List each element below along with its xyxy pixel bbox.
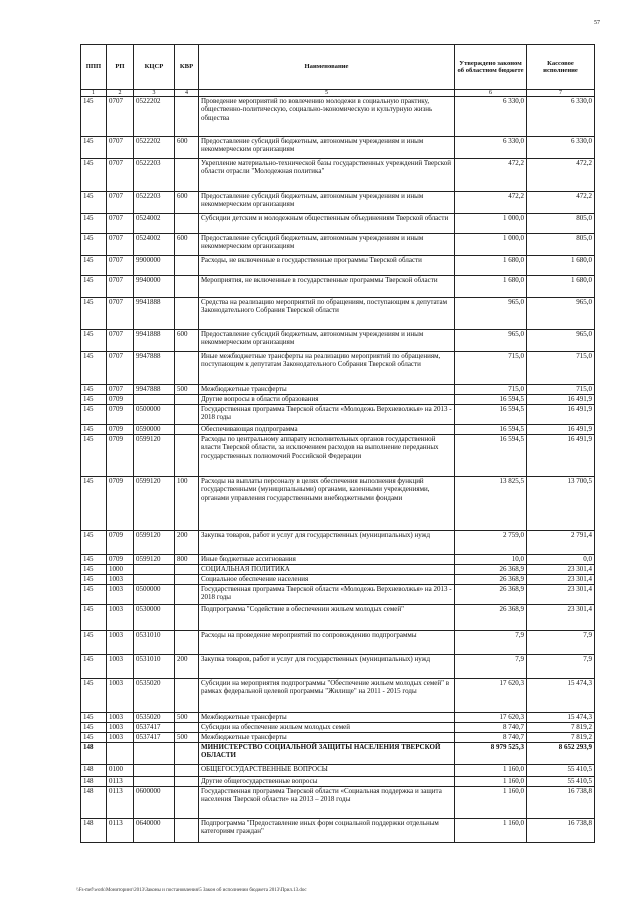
cell-kvr [175,743,199,765]
table-row [81,765,595,777]
cell-ppp: 145 [81,631,107,655]
cell-name: Государственная программа Тверской области «Социальная поддержка и защита населения Тверской области» на 2013 – 2018 годы [199,787,455,819]
cell-kcsr: 0599120 [134,555,175,565]
cell-cash-execution: 16 491,9 [527,395,595,405]
cell-cash-execution: 8 652 293,9 [527,743,595,765]
cell-cash-execution: 6 330,0 [527,137,595,159]
cell-ppp: 145 [81,256,107,276]
cell-rp: 0707 [107,276,134,298]
budget-execution-table [80,44,595,843]
cell-approved: 17 620,3 [455,713,527,723]
cell-name: Другие общегосударственные вопросы [199,777,455,787]
cell-rp [107,743,134,765]
cell-kcsr: 0531010 [134,655,175,679]
cell-ppp: 145 [81,435,107,477]
cell-approved: 1 000,0 [455,214,527,234]
table-row [81,159,595,192]
table-row [81,137,595,159]
cell-approved: 26 368,9 [455,575,527,585]
cell-cash-execution: 7,9 [527,655,595,679]
cell-approved: 16 594,5 [455,435,527,477]
cell-kcsr: 0522202 [134,97,175,137]
cell-cash-execution: 15 474,3 [527,713,595,723]
cell-rp: 1003 [107,585,134,605]
cell-approved: 6 330,0 [455,97,527,137]
table-row [81,723,595,733]
cell-kcsr: 9900000 [134,256,175,276]
cell-name: Расходы на проведение мероприятий по сопровождению подпрограммы [199,631,455,655]
cell-approved: 6 330,0 [455,137,527,159]
cell-ppp: 148 [81,819,107,843]
cell-rp: 0709 [107,395,134,405]
cell-approved: 13 825,5 [455,477,527,531]
cell-name: Межбюджетные трансферты [199,733,455,743]
cell-kcsr [134,565,175,575]
cell-rp: 0709 [107,435,134,477]
cell-kvr [175,565,199,575]
cell-ppp: 145 [81,733,107,743]
header-ppp: ППП [81,45,107,90]
cell-kvr: 600 [175,192,199,214]
cell-name: Предоставление субсидий бюджетным, автономным учреждениям и иным некоммерческим организациям [199,137,455,159]
cell-rp: 0707 [107,385,134,395]
cell-rp: 0707 [107,298,134,330]
cell-kvr [175,787,199,819]
table-row [81,555,595,565]
header-kcsr: КЦСР [134,45,175,90]
cell-cash-execution: 805,0 [527,214,595,234]
cell-rp: 0707 [107,214,134,234]
cell-ppp: 145 [81,298,107,330]
cell-name: Субсидии детским и молодежным общественным объединениям Тверской области [199,214,455,234]
cell-approved: 472,2 [455,192,527,214]
cell-rp: 0709 [107,405,134,425]
cell-kvr [175,585,199,605]
cell-kvr [175,97,199,137]
column-number: 4 [175,90,199,97]
cell-rp: 1003 [107,605,134,631]
cell-approved: 26 368,9 [455,565,527,575]
cell-ppp: 145 [81,555,107,565]
cell-kcsr: 0599120 [134,531,175,555]
cell-rp: 1003 [107,631,134,655]
table-row [81,405,595,425]
cell-name: Иные бюджетные ассигнования [199,555,455,565]
cell-kcsr: 0535020 [134,679,175,713]
cell-approved: 2 759,0 [455,531,527,555]
cell-name: Субсидии на мероприятия подпрограммы "Обеспечение жильем молодых семей" в рамках федеральной целевой программы "Жилище" на 2011 - 2015 годы [199,679,455,713]
cell-name: Межбюджетные трансферты [199,713,455,723]
cell-rp: 0707 [107,192,134,214]
column-number: 6 [455,90,527,97]
cell-ppp: 145 [81,531,107,555]
table-row [81,214,595,234]
cell-approved: 17 620,3 [455,679,527,713]
cell-approved: 7,9 [455,631,527,655]
cell-kvr: 500 [175,385,199,395]
cell-kcsr: 0522203 [134,192,175,214]
table-body [81,97,595,843]
header-approved: Утверждено законом об областном бюджете [455,45,527,90]
column-number-row [81,90,595,97]
cell-ppp: 145 [81,330,107,352]
cell-name: Мероприятия, не включенные в государственные программы Тверской области [199,276,455,298]
table-row [81,395,595,405]
cell-kcsr [134,743,175,765]
cell-cash-execution: 55 410,5 [527,765,595,777]
cell-rp: 1003 [107,679,134,713]
cell-name: Иные межбюджетные трансферты на реализацию мероприятий по обращениям, поступающим к депутатам Законодательного Собрания Тверской области [199,352,455,385]
column-number: 1 [81,90,107,97]
cell-kcsr: 0640000 [134,819,175,843]
cell-ppp: 145 [81,713,107,723]
cell-name: Субсидии на обеспечение жильем молодых семей [199,723,455,733]
page-number: 57 [594,20,600,26]
cell-kcsr: 9941888 [134,298,175,330]
cell-cash-execution: 715,0 [527,352,595,385]
cell-rp: 0707 [107,330,134,352]
column-number: 5 [199,90,455,97]
table-row [81,435,595,477]
cell-ppp: 145 [81,723,107,733]
cell-ppp: 145 [81,159,107,192]
cell-kcsr [134,777,175,787]
cell-ppp: 145 [81,679,107,713]
cell-approved: 7,9 [455,655,527,679]
table-row [81,425,595,435]
header-kvr: КВР [175,45,199,90]
cell-rp: 0707 [107,137,134,159]
cell-kvr [175,605,199,631]
cell-approved: 1 160,0 [455,765,527,777]
cell-kcsr [134,395,175,405]
cell-rp: 0100 [107,765,134,777]
cell-name: Государственная программа Тверской области «Молодежь Верхневолжья» на 2013 - 2018 годы [199,405,455,425]
cell-approved: 8 740,7 [455,733,527,743]
cell-rp: 0707 [107,352,134,385]
header-rp: РП [107,45,134,90]
column-number: 7 [527,90,595,97]
cell-name: Средства на реализацию мероприятий по обращениям, поступающим к депутатам Законодательного Собрания Тверской области [199,298,455,330]
header-cash-execution: Кассовое исполнение [527,45,595,90]
cell-name: Предоставление субсидий бюджетным, автономным учреждениям и иным некоммерческим организациям [199,192,455,214]
cell-approved: 16 594,5 [455,395,527,405]
table-row [81,631,595,655]
cell-kvr: 800 [175,555,199,565]
cell-ppp: 148 [81,765,107,777]
table-row [81,477,595,531]
cell-rp: 1003 [107,575,134,585]
cell-ppp: 145 [81,575,107,585]
cell-cash-execution: 7 819,2 [527,733,595,743]
cell-ppp: 148 [81,777,107,787]
table-row [81,97,595,137]
cell-kvr [175,631,199,655]
table-row [81,679,595,713]
cell-cash-execution: 0,0 [527,555,595,565]
cell-kvr [175,765,199,777]
cell-name: МИНИСТЕРСТВО СОЦИАЛЬНОЙ ЗАЩИТЫ НАСЕЛЕНИЯ ТВЕРСКОЙ ОБЛАСТИ [199,743,455,765]
header-name: Наименование [199,45,455,90]
cell-kcsr: 0500000 [134,405,175,425]
cell-kvr: 200 [175,655,199,679]
cell-kcsr: 9947888 [134,385,175,395]
cell-approved: 1 160,0 [455,777,527,787]
table-row [81,385,595,395]
cell-name: Проведение мероприятий по вовлечению молодежи в социальную практику, общественно-политическую, социально-экономическую и культурную жизнь общества [199,97,455,137]
cell-cash-execution: 16 738,8 [527,819,595,843]
cell-approved: 965,0 [455,298,527,330]
cell-approved: 1 160,0 [455,787,527,819]
table-row [81,819,595,843]
cell-rp: 0709 [107,477,134,531]
cell-kvr [175,214,199,234]
cell-approved: 16 594,5 [455,405,527,425]
cell-cash-execution: 472,2 [527,192,595,214]
cell-name: Другие вопросы в области образования [199,395,455,405]
cell-cash-execution: 1 680,0 [527,256,595,276]
cell-kvr: 500 [175,733,199,743]
cell-ppp: 145 [81,276,107,298]
cell-approved: 26 368,9 [455,605,527,631]
cell-kcsr [134,765,175,777]
cell-kvr [175,777,199,787]
cell-approved: 8 979 525,3 [455,743,527,765]
cell-kcsr: 0537417 [134,723,175,733]
cell-rp: 0707 [107,234,134,256]
cell-ppp: 148 [81,787,107,819]
cell-cash-execution: 7 819,2 [527,723,595,733]
cell-kcsr: 0599120 [134,477,175,531]
cell-kvr [175,575,199,585]
cell-kvr: 200 [175,531,199,555]
cell-kcsr: 0531010 [134,631,175,655]
cell-approved: 715,0 [455,385,527,395]
cell-name: Предоставление субсидий бюджетным, автономным учреждениям и иным некоммерческим организациям [199,234,455,256]
table-row [81,585,595,605]
cell-name: Обеспечивающая подпрограмма [199,425,455,435]
cell-approved: 10,0 [455,555,527,565]
cell-cash-execution: 16 491,9 [527,405,595,425]
cell-rp: 0113 [107,777,134,787]
cell-rp: 0707 [107,159,134,192]
cell-kvr [175,276,199,298]
cell-ppp: 145 [81,655,107,679]
table-row [81,234,595,256]
cell-name: Расходы на выплаты персоналу в целях обеспечения выполнения функций государственными (муниципальными) органами, казенными учреждениями, органами управления государственными внебюджетными фондами [199,477,455,531]
cell-ppp: 145 [81,214,107,234]
table-row [81,565,595,575]
cell-approved: 965,0 [455,330,527,352]
cell-kcsr: 0537417 [134,733,175,743]
table-row [81,777,595,787]
header-row [81,45,595,90]
table-row [81,531,595,555]
table-row [81,298,595,330]
cell-rp: 1003 [107,733,134,743]
cell-kvr [175,723,199,733]
cell-rp: 0709 [107,531,134,555]
cell-rp: 1003 [107,713,134,723]
cell-kcsr: 0535020 [134,713,175,723]
cell-cash-execution: 805,0 [527,234,595,256]
table-row [81,276,595,298]
cell-rp: 0709 [107,425,134,435]
cell-name: Предоставление субсидий бюджетным, автономным учреждениям и иным некоммерческим организациям [199,330,455,352]
cell-ppp: 145 [81,395,107,405]
cell-kvr [175,395,199,405]
table-row [81,743,595,765]
cell-name: Закупка товаров, работ и услуг для государственных (муниципальных) нужд [199,655,455,679]
cell-cash-execution: 16 738,8 [527,787,595,819]
column-number: 2 [107,90,134,97]
cell-ppp: 145 [81,425,107,435]
table-row [81,352,595,385]
cell-kvr [175,352,199,385]
cell-cash-execution: 23 301,4 [527,605,595,631]
cell-approved: 8 740,7 [455,723,527,733]
cell-name: Социальное обеспечение населения [199,575,455,585]
cell-kvr [175,256,199,276]
cell-approved: 26 368,9 [455,585,527,605]
cell-cash-execution: 23 301,4 [527,585,595,605]
cell-kcsr [134,575,175,585]
cell-kcsr: 0600000 [134,787,175,819]
cell-kcsr: 0524002 [134,214,175,234]
cell-cash-execution: 16 491,9 [527,435,595,477]
cell-cash-execution: 15 474,3 [527,679,595,713]
cell-cash-execution: 2 791,4 [527,531,595,555]
cell-name: Расходы, не включенные в государственные программы Тверской области [199,256,455,276]
table-row [81,192,595,214]
cell-cash-execution: 23 301,4 [527,565,595,575]
cell-kvr [175,819,199,843]
cell-ppp: 145 [81,477,107,531]
table-row [81,655,595,679]
cell-rp: 0709 [107,555,134,565]
cell-cash-execution: 1 680,0 [527,276,595,298]
cell-kvr [175,679,199,713]
cell-approved: 472,2 [455,159,527,192]
cell-kvr: 500 [175,713,199,723]
cell-kvr: 600 [175,234,199,256]
cell-ppp: 145 [81,137,107,159]
cell-kcsr: 9941888 [134,330,175,352]
cell-ppp: 148 [81,743,107,765]
cell-kvr [175,159,199,192]
cell-kcsr: 9947888 [134,352,175,385]
cell-kcsr: 0522203 [134,159,175,192]
cell-kvr: 100 [175,477,199,531]
cell-name: Подпрограмма "Содействие в обеспечении жильем молодых семей" [199,605,455,631]
cell-cash-execution: 965,0 [527,298,595,330]
cell-kcsr: 0530000 [134,605,175,631]
cell-name: Закупка товаров, работ и услуг для государственных (муниципальных) нужд [199,531,455,555]
table-row [81,733,595,743]
cell-approved: 1 000,0 [455,234,527,256]
cell-kcsr: 0500000 [134,585,175,605]
cell-kvr [175,435,199,477]
cell-approved: 1 680,0 [455,256,527,276]
cell-rp: 1003 [107,655,134,679]
cell-kcsr: 0590000 [134,425,175,435]
cell-cash-execution: 13 700,5 [527,477,595,531]
cell-ppp: 145 [81,585,107,605]
column-number: 3 [134,90,175,97]
cell-kvr [175,425,199,435]
cell-cash-execution: 7,9 [527,631,595,655]
cell-cash-execution: 472,2 [527,159,595,192]
cell-cash-execution: 55 410,5 [527,777,595,787]
cell-name: ОБЩЕГОСУДАРСТВЕННЫЕ ВОПРОСЫ [199,765,455,777]
cell-ppp: 145 [81,234,107,256]
cell-ppp: 145 [81,405,107,425]
cell-kcsr: 0522202 [134,137,175,159]
cell-approved: 715,0 [455,352,527,385]
cell-name: СОЦИАЛЬНАЯ ПОЛИТИКА [199,565,455,575]
cell-name: Укрепление материально-технической базы государственных учреждений Тверской области отрасли "Молодежная политика" [199,159,455,192]
cell-ppp: 145 [81,565,107,575]
cell-kcsr: 9940000 [134,276,175,298]
cell-ppp: 145 [81,192,107,214]
cell-kvr: 600 [175,137,199,159]
table-row [81,256,595,276]
cell-approved: 1 680,0 [455,276,527,298]
table-row [81,787,595,819]
cell-rp: 0707 [107,256,134,276]
cell-name: Межбюджетные трансферты [199,385,455,395]
cell-approved: 16 594,5 [455,425,527,435]
table-row [81,713,595,723]
cell-rp: 0113 [107,819,134,843]
cell-rp: 0113 [107,787,134,819]
cell-rp: 1000 [107,565,134,575]
cell-approved: 1 160,0 [455,819,527,843]
table-row [81,330,595,352]
footer-file-path: \\Fs-mef\work\Мониторинг\2013\Законы и постановления\5 Закон об исполнении бюджета 2013\Прил.13.doc [76,888,307,893]
cell-kvr [175,298,199,330]
cell-ppp: 145 [81,605,107,631]
cell-cash-execution: 715,0 [527,385,595,395]
cell-name: Расходы по центральному аппарату исполнительных органов государственной власти Тверской области, за исключением расходов на выполнение переданных государственных полномочий Российской Федерации [199,435,455,477]
cell-cash-execution: 23 301,4 [527,575,595,585]
cell-rp: 0707 [107,97,134,137]
cell-cash-execution: 6 330,0 [527,97,595,137]
cell-cash-execution: 965,0 [527,330,595,352]
table-row [81,605,595,631]
cell-cash-execution: 16 491,9 [527,425,595,435]
cell-rp: 1003 [107,723,134,733]
cell-name: Подпрограмма "Предоставление иных форм социальной поддержки отдельным категориям граждан" [199,819,455,843]
cell-name: Государственная программа Тверской области «Молодежь Верхневолжья» на 2013 - 2018 годы [199,585,455,605]
cell-ppp: 145 [81,352,107,385]
cell-kcsr: 0599120 [134,435,175,477]
cell-kvr [175,405,199,425]
cell-kcsr: 0524002 [134,234,175,256]
cell-ppp: 145 [81,97,107,137]
cell-ppp: 145 [81,385,107,395]
table-row [81,575,595,585]
cell-kvr: 600 [175,330,199,352]
